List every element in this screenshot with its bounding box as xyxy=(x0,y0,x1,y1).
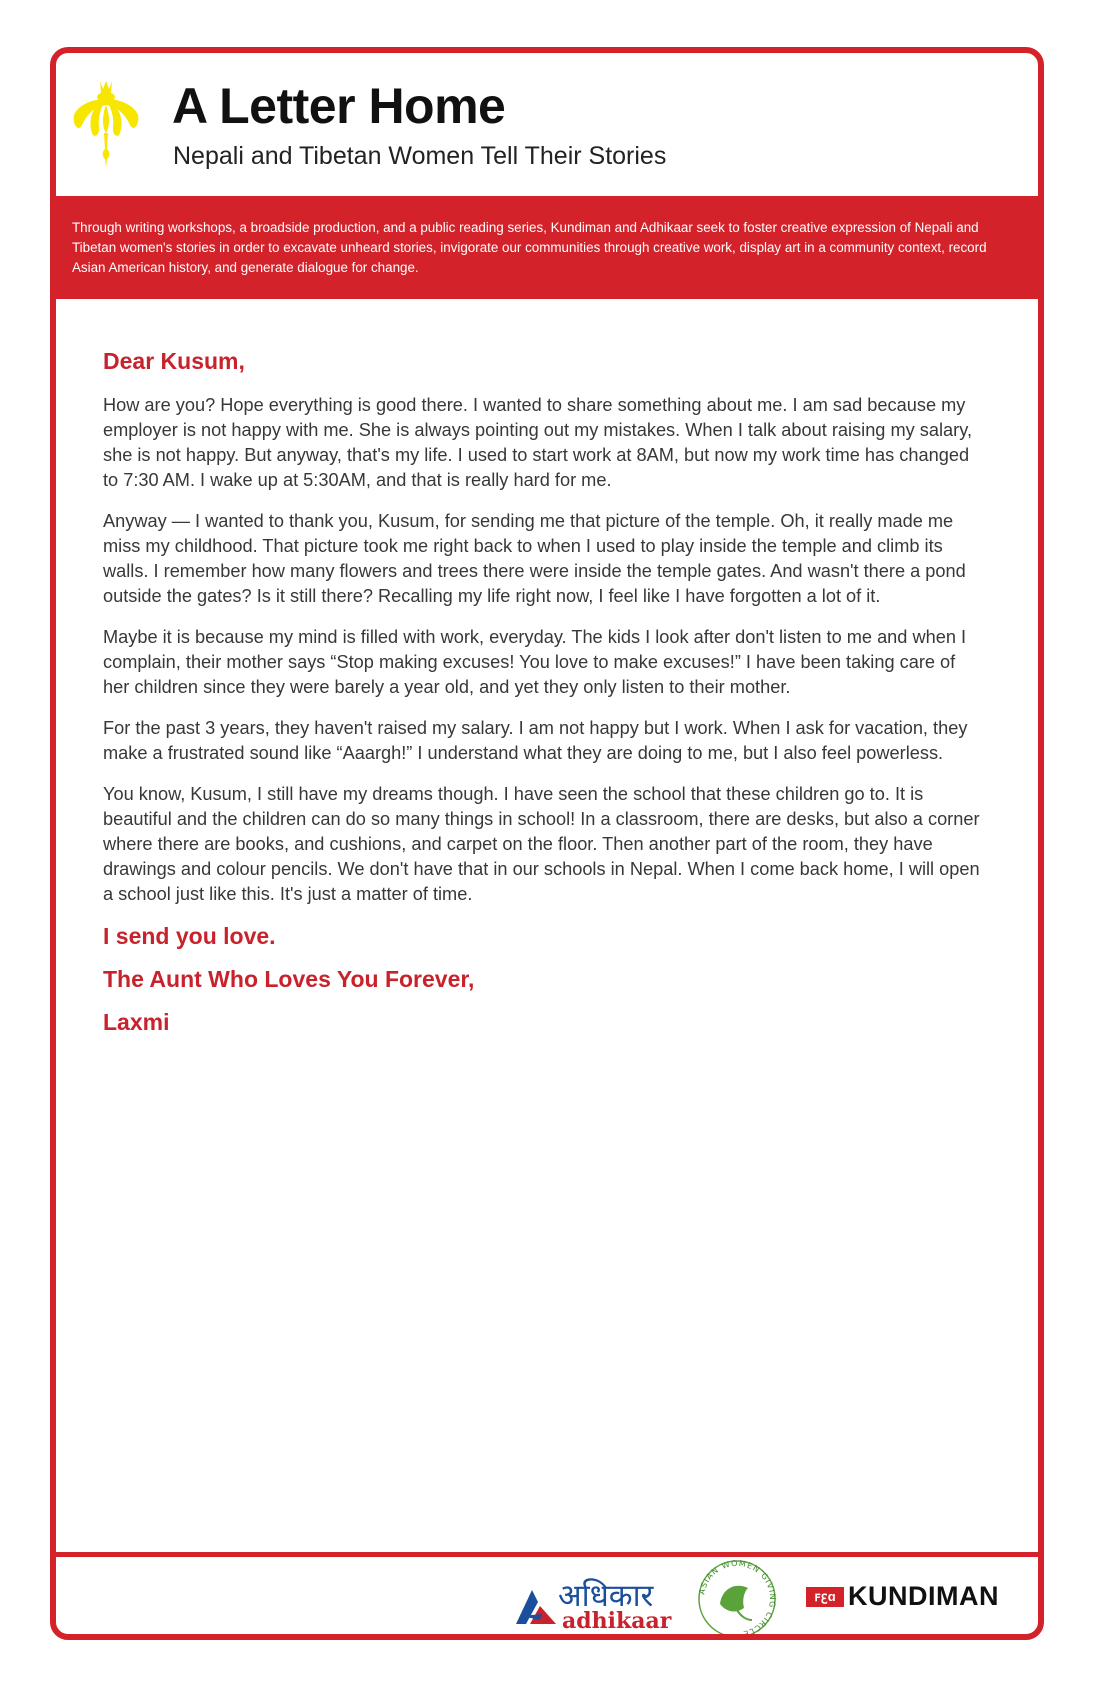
poster-frame xyxy=(50,47,1044,1640)
letter-paragraph: How are you? Hope everything is good there. I wanted to share something about me. I am sad because my employer is not happy with me. She is always pointing out my mistakes. When I talk about raising my salary, she is not happy. But anyway, that's my life. I used to start work at 8AM, but now my work time has changed to 7:30 AM. I wake up at 5:30AM, and that is really hard for me. xyxy=(103,395,972,490)
adhikaar-logo xyxy=(512,1574,672,1634)
letter-paragraph: Anyway — I wanted to thank you, Kusum, for sending me that picture of the temple. Oh, it really made me miss my childhood. That picture took me right back to when I used to play inside the temple and climb its walls. I remember how many flowers and trees there were inside the temple gates. And wasn't there a pond outside the gates? Is it still there? Recalling my life right now, I feel like I have forgotten a lot of it. xyxy=(103,511,966,606)
letter-greeting: Dear Kusum, xyxy=(103,348,245,374)
letter-closing-love: I send you love. xyxy=(103,923,276,949)
letter-paragraph: Maybe it is because my mind is filled with work, everyday. The kids I look after don't listen to me and when I complain, their mother says “Stop making excuses! You love to make excuses!” I have been taking care of her children since they were barely a year old, and yet they only listen to their mother. xyxy=(103,627,967,697)
banner-text: Through writing workshops, a broadside production, and a public reading series, Kundiman and Adhikaar seek to foster creative expression of Nepali and Tibetan women's stories in order to excavate unheard stories, invigorate our communities through creative work, display art in a community context, record Asian American history, and generate dialogue for change. xyxy=(72,220,987,275)
intro-banner xyxy=(56,196,1038,299)
footer-divider xyxy=(56,1552,1038,1557)
letter-closing-signoff: The Aunt Who Loves You Forever, xyxy=(103,966,475,992)
header xyxy=(56,53,1038,196)
adhikaar-devanagari: अधिकार xyxy=(558,1578,654,1614)
adhikaar-latin: adhikaar xyxy=(562,1608,672,1634)
letter-paragraph: For the past 3 years, they haven't raised my salary. I am not happy but I work. When I ask for vacation, they make a frustrated sound like “Aaargh!” I understand what they are doing to me, but I also feel powerless. xyxy=(103,718,968,763)
yellow-flower-icon xyxy=(70,75,142,169)
asian-women-giving-circle-logo xyxy=(696,1558,778,1640)
page-subtitle: Nepali and Tibetan Women Tell Their Stories xyxy=(173,142,667,170)
kundiman-logo xyxy=(806,1581,1006,1621)
page-title: A Letter Home xyxy=(172,78,506,134)
kundiman-mark-icon: ꜰꜫɑ xyxy=(806,1587,844,1607)
adhikaar-mark-icon xyxy=(512,1584,558,1630)
letter-body xyxy=(103,348,983,1052)
letter-signature: Laxmi xyxy=(103,1009,170,1035)
kundiman-wordmark: KUNDIMAN xyxy=(848,1581,999,1611)
letter-paragraph: You know, Kusum, I still have my dreams though. I have seen the school that these children go to. It is beautiful and the children can do so many things in school! In a classroom, there are desks, but also a corner where there are books, and cushions, and carpet on the floor. Then another part of the room, they have drawings and colour pencils. We don't have that in our schools in Nepal. When I come back home, I will open a school just like this. It's just a matter of time. xyxy=(103,784,980,904)
svg-text:ASIAN WOMEN GIVING CIRCLE: ASIAN WOMEN GIVING CIRCLE xyxy=(697,1558,778,1639)
